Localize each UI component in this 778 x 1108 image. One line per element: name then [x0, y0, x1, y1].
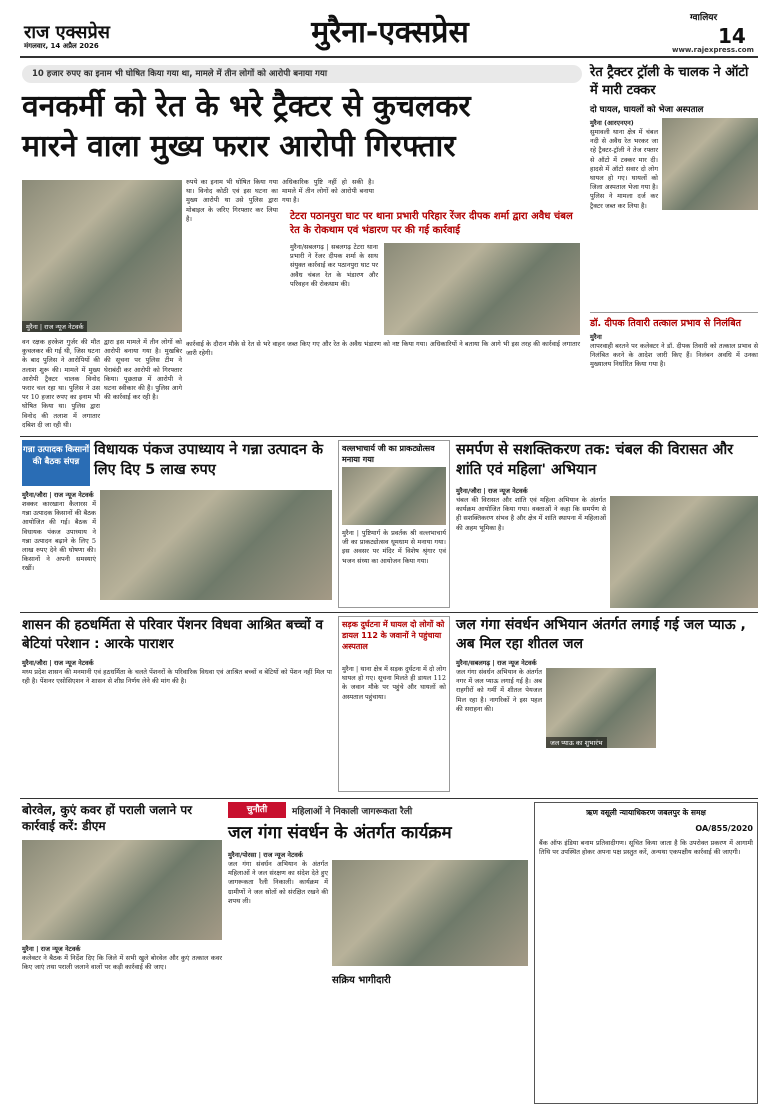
ghat-body-left: मुरैना/सबलगढ़ | सबलगढ़ टेटरा थाना प्रभारी ने रेंजर दीपक शर्मा के साथ संयुक्त कार्रवाई कर पठानपुरा घाट पर अवैध चंबल रेत के भंडारण और परिवहन की रोकथाम की। — [290, 243, 378, 288]
tractor-body: सुमावली थाना क्षेत्र में चंबल नदी से अवैध रेत भरकर जा रहे ट्रैक्टर-ट्रॉली ने तेज रफ्तार से ऑटो में टक्कर मार दी। हादसे में ऑटो सवार दो लोग घायल हो गए। घायलों को जिला अस्पताल भेजा गया है। पुलिस ने मामला दर्ज कर ट्रैक्टर जब्त कर लिया है। — [590, 128, 658, 210]
legal-notice — [534, 802, 758, 1104]
borewell-headline: बोरवेल, कुएं कवर हों पराली जलाने पर कार्रवाई करें: डीएम — [22, 803, 193, 833]
ganna-headline: विधायक पंकज उपाध्याय ने गन्ना उत्पादन के लिए दिए 5 लाख रुपए — [94, 442, 323, 478]
section-title: मुरैना-एक्सप्रेस — [311, 15, 469, 50]
ganna-byline: मुरैना/जौरा | राज न्यूज नेटवर्क — [22, 491, 94, 499]
notice-body: बैंक ऑफ इंडिया बनाम प्रतिवादीगण। सूचित किया जाता है कि उपरोक्त प्रकरण में आगामी तिथि पर उपस्थित होकर अपना पक्ष प्रस्तुत करें, अन्यथा एकपक्षीय कार्रवाई की जाएगी। — [539, 839, 753, 857]
jalganga-photo — [546, 668, 656, 748]
ganna-body: शक्कर कारखाना कैलारस में गन्ना उत्पादक किसानों की बैठक आयोजित की गई। बैठक में विधायक पंकज उपाध्याय ने गन्ना उत्पादन बढ़ाने के लिए 5 लाख रुपए देने की घोषणा की। किसानों ने अपनी समस्याएं रखीं। — [22, 500, 96, 573]
vallabh-box — [338, 440, 450, 608]
vallabh-photo — [342, 467, 446, 525]
suspend-headline: डॉ. दीपक तिवारी तत्काल प्रभाव से निलंबित — [590, 318, 742, 329]
section-divider-3 — [20, 798, 758, 799]
rally-sub1: सक्रिय भागीदारी — [332, 975, 391, 986]
pension-byline: मुरैना/जौरा | राज न्यूज नेटवर्क — [22, 659, 94, 667]
jalganga-body: जल गंगा संवर्धन अभियान के अंतर्गत नगर में जल प्याऊ लगाई गई है। अब राहगीरों को गर्मी में शीतल पेयजल मिल रहा है। नागरिकों ने इस पहल की सराहना की। — [456, 668, 542, 713]
jalganga-body-right — [660, 668, 758, 792]
masthead-rule — [20, 56, 758, 58]
ghat-headline: टेटरा पठानपुरा घाट पर थाना प्रभारी परिहार रेंजर दीपक शर्मा द्वारा अवैध चंबल रेत के रोकथाम एवं भंडारण पर की गई कार्रवाई — [290, 211, 573, 236]
samarpan-headline: समर्पण से सशक्तिकरण तक: चंबल की विरासत और शांति एवं महिला' अभियान — [456, 442, 734, 478]
lead-body-col3: रुपये का इनाम भी घोषित किया गया था। विनोद कोठी एवं इस घटना का मुख्य आरोपी था उसे पुलिस द्वारा मोबाइल के जरिए गिरफ्तार कर लिया है। — [186, 178, 278, 223]
lead-headline-line2: मारने वाला मुख्य फरार आरोपी गिरफ्तार — [22, 129, 456, 164]
ganna-tag-label: गन्ना उत्पादक किसानों की बैठक संपन्न — [22, 445, 90, 467]
ganna-tag — [22, 440, 90, 486]
rally-body-2 — [332, 986, 528, 1104]
tractor-subhead: दो घायल, घायलों को भेजा अस्पताल — [590, 105, 704, 115]
suspend-byline: मुरैना — [590, 333, 602, 341]
lead-headline-line1: वनकर्मी को रेत के भरे ट्रैक्टर से कुचलकर — [22, 89, 471, 124]
tractor-byline: मुरैना (आरएनएन) — [590, 119, 634, 127]
suspend-body: लापरवाही बरतने पर कलेक्टर ने डॉ. दीपक तिवारी को तत्काल प्रभाव से निलंबित करने के आदेश जारी किए हैं। निलंबन अवधि में उनका मुख्यालय निर्धारित किया गया है। — [590, 342, 758, 369]
lead-kicker-box — [22, 65, 582, 83]
ghat-body-right: कार्रवाई के दौरान मौके से रेत से भरे वाहन जब्त किए गए और रेत के अवैध भंडारण को नष्ट किया गया। अधिकारियों ने बताया कि आगे भी इस तरह की कार्रवाई लगातार जारी रहेगी। — [186, 340, 580, 358]
notice-case-number: OA/855/2020 — [695, 824, 753, 833]
rally-headline: जल गंगा संवर्धन के अंतर्गत कार्यक्रम — [228, 823, 452, 843]
lead-body-col5 — [378, 178, 578, 206]
rally-kicker: महिलाओं ने निकाली जागरूकता रैली — [292, 807, 413, 817]
jalganga-headline: जल गंगा संवर्धन अभियान अंतर्गत लगाई गई जल प्याऊ , अब मिल रहा शीतल जल — [456, 617, 746, 652]
tractor-headline: रेत ट्रैक्टर ट्रॉली के चालक ने ऑटो में मारी टक्कर — [590, 65, 749, 98]
rally-tag — [228, 802, 286, 818]
page-number: 14 — [718, 24, 746, 48]
lead-kicker: 10 हजार रुपए का इनाम भी घोषित किया गया था, मामले में तीन लोगों को आरोपी बनाया गया — [32, 69, 328, 79]
city-name: ग्वालियर — [690, 13, 718, 23]
lead-photo — [22, 180, 182, 332]
section-divider-1 — [20, 436, 758, 437]
ghat-photo — [384, 243, 580, 335]
lead-photo-caption: मुरैना | राज न्यूज नेटवर्क — [22, 321, 87, 332]
samarpan-byline: मुरैना/जौरा | राज न्यूज नेटवर्क — [456, 487, 528, 495]
suspend-rule — [590, 312, 758, 313]
rally-tag-label: चुनौती — [246, 805, 268, 815]
samarpan-photo — [610, 496, 758, 608]
lead-body-col1: वन रक्षक हरकेश गुर्जर की मौत कुचलकर की गई थी, जिस घटना के बाद पुलिस ने आरोपियों की तलाश शुरू की। मामले में मुख्य आरोपी ट्रैक्टर चालक विनोद फरार चल रहा था। पुलिस ने उस पर 10 हजार रुपए का इनाम भी घोषित किया था। पुलिस द्वारा विनोद की तलाश में लगातार दबिश दी जा रही थी। — [22, 338, 100, 429]
borewell-byline: मुरैना | राज न्यूज नेटवर्क — [22, 945, 81, 953]
lead-body-col2: द्वारा इस मामले में तीन लोगों को आरोपी बनाया गया है। मुखबिर की सूचना पर पुलिस टीम ने घेराबंदी कर आरोपी को गिरफ्तार किया। पूछताछ में आरोपी ने घटना स्वीकार की है। पुलिस आगे की कार्रवाई कर रही है। — [104, 338, 182, 402]
ganna-photo — [100, 490, 332, 600]
rally-byline: मुरैना/पोरसा | राज न्यूज नेटवर्क — [228, 851, 303, 859]
accident-headline: सड़क दुर्घटना में घायल दो लोगों को डायल 112 के जवानों ने पहुंचाया अस्पताल — [342, 620, 445, 651]
vallabh-headline: वल्लभाचार्य जी का प्राकट्योत्सव मनाया गया — [342, 444, 435, 464]
rally-body: जल गंगा संवर्धन अभियान के अंतर्गत महिलाओं ने जल संरक्षण का संदेश देते हुए जागरूकता रैली निकाली। कार्यक्रम में ग्रामीणों ने जल स्रोतों को संरक्षित रखने की शपथ ली। — [228, 860, 328, 905]
samarpan-body: चंबल की विरासत और शांति एवं महिला अभियान के अंतर्गत कार्यक्रम आयोजित किया गया। वक्ताओं ने कहा कि समर्पण से ही सशक्तिकरण संभव है और क्षेत्र में शांति स्थापना में महिलाओं की अहम भूमिका है। — [456, 496, 606, 532]
accident-body: मुरैना | थाना क्षेत्र में सड़क दुर्घटना में दो लोग घायल हो गए। सूचना मिलते ही डायल 112 के जवान मौके पर पहुंचे और घायलों को अस्पताल पहुंचाया। — [342, 665, 446, 701]
lead-body-col4: अधिकारिक पुष्टि नहीं हो सकी है। मामले में तीन लोगों को आरोपी बनाया गया है। — [282, 178, 374, 205]
pension-body: मध्य प्रदेश शासन की मनमानी एवं हठधर्मिता के चलते पेंशनरों के परिवारिक विधवा एवं आश्रित बच्चों व बेटियों को पेंशन नहीं मिल पा रही है। पेंशनर एसोसिएशन ने शासन से शीघ्र निर्णय लेने की मांग की है। — [22, 668, 332, 686]
rally-photo — [332, 860, 528, 966]
tractor-photo — [662, 118, 758, 210]
section-divider-2 — [20, 612, 758, 613]
borewell-photo — [22, 840, 222, 940]
borewell-body: कलेक्टर ने बैठक में निर्देश दिए कि जिले में सभी खुले बोरवेल और कुएं तत्काल कवर किए जाएं तथा पराली जलाने वालों पर कड़ी कार्रवाई की जाए। — [22, 954, 222, 972]
paper-name: राज एक्सप्रेस — [24, 22, 110, 43]
jalganga-photo-caption: जल प्याऊ का शुभारंभ — [546, 737, 607, 748]
accident-box — [338, 616, 450, 792]
jalganga-byline: मुरैना/सबलगढ़ | राज न्यूज नेटवर्क — [456, 659, 537, 667]
notice-title: ऋण वसूली न्यायाधिकरण जबलपुर के समक्ष — [586, 808, 706, 817]
vallabh-body: मुरैना | पुष्टिमार्ग के प्रवर्तक श्री वल्लभाचार्य जी का प्राकट्योत्सव धूमधाम से मनाया गया। इस अवसर पर मंदिर में विशेष श्रृंगार एवं भजन संध्या का आयोजन किया गया। — [342, 529, 446, 565]
masthead — [0, 0, 778, 58]
website-link[interactable]: www.rajexpress.com — [672, 46, 754, 54]
pension-headline: शासन की हठधर्मिता से परिवार पेंशनर विधवा आश्रित बच्चों व बेटियां परेशान : आरके पाराशर — [22, 617, 323, 652]
issue-date: मंगलवार, 14 अप्रैल 2026 — [24, 42, 99, 50]
